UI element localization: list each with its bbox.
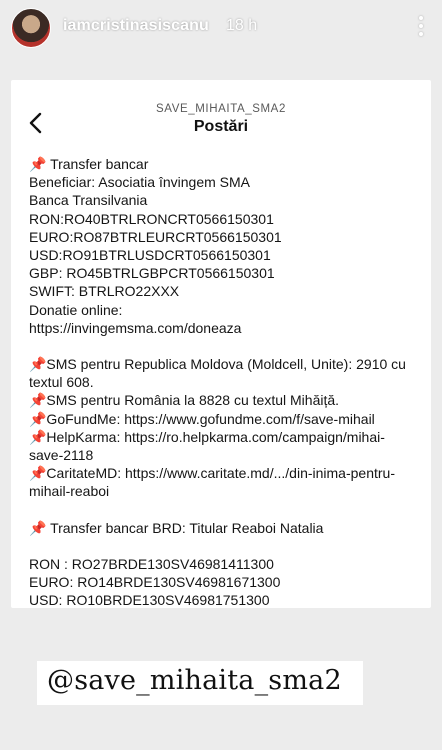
caption-line: Beneficiar: Asociatia învingem SMA: [29, 174, 250, 191]
more-options-icon[interactable]: [418, 16, 424, 38]
caption-line: 📌 Transfer bancar: [29, 156, 149, 172]
caption-line: RON:RO40BTRLRONCRT0566150301: [29, 210, 274, 227]
caption-line: textul 608.: [29, 374, 94, 391]
post-caption: [29, 155, 427, 609]
caption-spacer: [29, 337, 427, 355]
caption-line: 📌SMS pentru Republica Moldova (Moldcell, Unite): 2910 cu: [29, 356, 406, 373]
caption-link[interactable]: save-2118: [29, 447, 94, 464]
mention-text: @save_mihaita_sma2: [47, 665, 342, 696]
page-title: Postări: [193, 118, 249, 135]
caption-line: GBP: RO45BTRLGBPCRT0566150301: [29, 265, 275, 282]
story-header: [0, 0, 442, 60]
post-time: 18 h: [226, 17, 258, 34]
username[interactable]: iamcristinasiscanu: [63, 17, 209, 34]
caption-link[interactable]: 📌CaritateMD: https://www.caritate.md/.../din-inima-pentru-: [29, 465, 395, 482]
caption-spacer: [29, 501, 427, 519]
caption-line: EURO:RO87BTRLEURCRT0566150301: [29, 228, 282, 245]
caption-line: USD:RO91BTRLUSDCRT0566150301: [29, 247, 271, 264]
caption-line: SWIFT: BTRLRO22XXX: [29, 283, 180, 300]
caption-link[interactable]: mihail-reaboi: [29, 483, 110, 500]
avatar[interactable]: [11, 8, 51, 48]
caption-line: EURO: RO14BRDE130SV46981671300: [29, 574, 281, 591]
caption-line: RON : RO27BRDE130SV46981411300: [29, 555, 274, 572]
caption-line: 📌SMS pentru România la 8828 cu textul Mihăiță.: [29, 392, 340, 409]
caption-line: Donatie online:: [29, 301, 123, 318]
caption-link[interactable]: 📌HelpKarma: https://ro.helpkarma.com/campaign/mihai-: [29, 428, 385, 445]
caption-line: 📌 Transfer bancar BRD: Titular Reaboi Natalia: [29, 519, 324, 536]
mention-sticker[interactable]: [37, 661, 363, 705]
caption-spacer: [29, 537, 427, 555]
caption-link[interactable]: https://invingemsma.com/doneaza: [29, 319, 242, 336]
account-handle: SAVE_MIHAITA_SMA2: [156, 103, 286, 115]
caption-link[interactable]: 📌GoFundMe: https://www.gofundme.com/f/save-mihail: [29, 410, 375, 427]
caption-line: USD: RO10BRDE130SV46981751300: [29, 592, 270, 609]
caption-line: Banca Transilvania: [29, 192, 148, 209]
screenshot-panel: [11, 80, 431, 608]
